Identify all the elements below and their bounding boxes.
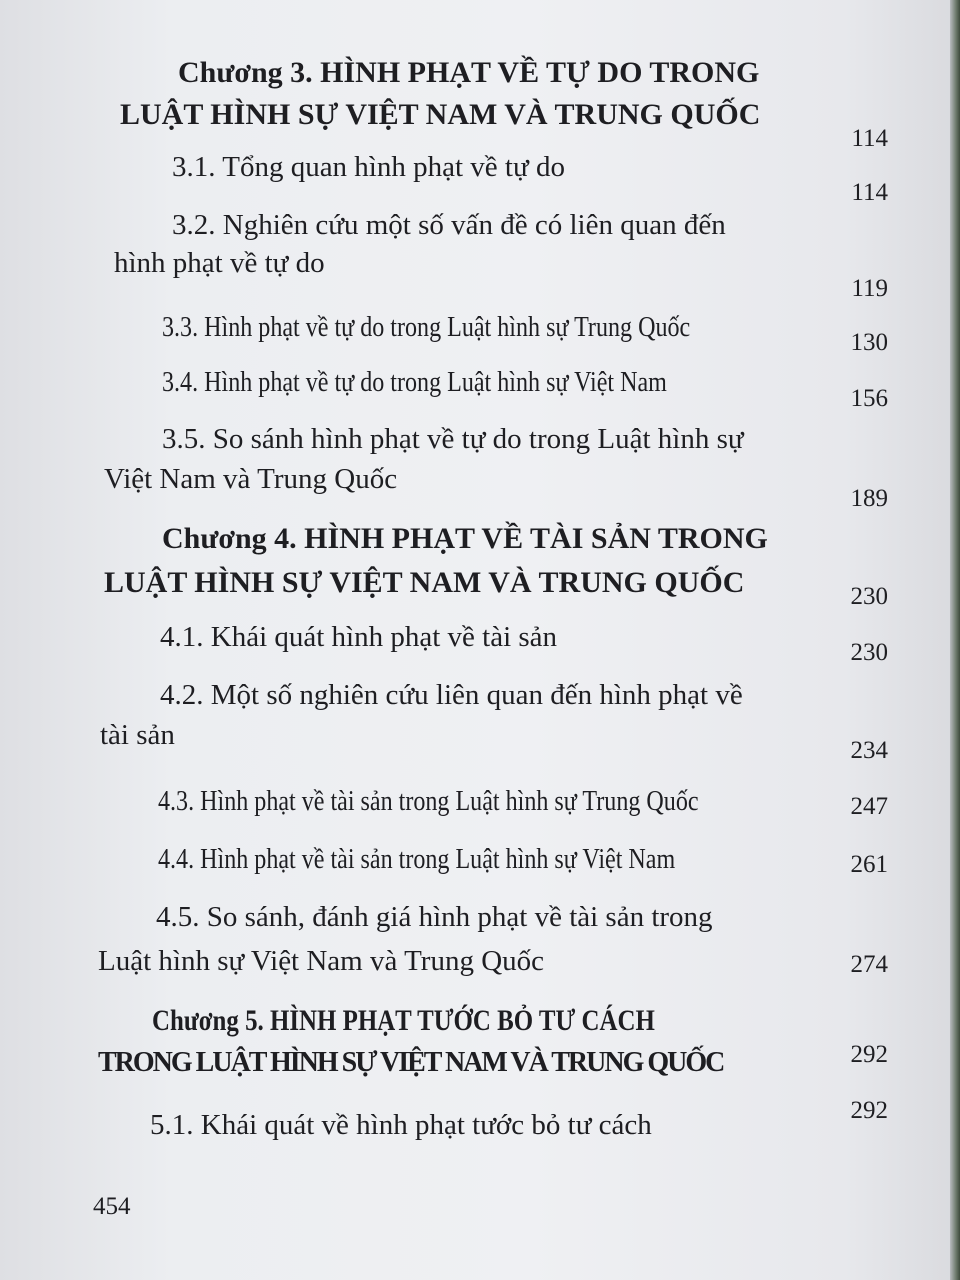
toc-chapter-3-line2: LUẬT HÌNH SỰ VIỆT NAM VÀ TRUNG QUỐC <box>120 98 761 131</box>
toc-page-number: 247 <box>850 793 888 820</box>
page-edge <box>950 0 960 1280</box>
toc-chapter-3-line1: Chương 3. HÌNH PHẠT VỀ TỰ DO TRONG <box>178 56 760 89</box>
toc-entry-4-1: 4.1. Khái quát hình phạt về tài sản <box>160 621 558 653</box>
toc-entry-4-4: 4.4. Hình phạt về tài sản trong Luật hình sự Việt Nam <box>158 843 676 875</box>
toc-page-number: 230 <box>850 639 888 666</box>
toc-entry-3-2-line1: 3.2. Nghiên cứu một số vấn đề có liên quan đến <box>172 209 726 241</box>
toc-entry-4-2-line2: tài sản <box>100 719 175 751</box>
toc-chapter-5-line1: Chương 5. HÌNH PHẠT TƯỚC BỎ TƯ CÁCH <box>152 1004 655 1037</box>
toc-entry-4-3: 4.3. Hình phạt về tài sản trong Luật hình sự Trung Quốc <box>158 785 699 817</box>
toc-page-number: 292 <box>850 1041 888 1068</box>
toc-entry-4-5-line1: 4.5. So sánh, đánh giá hình phạt về tài sản trong <box>156 901 713 933</box>
toc-chapter-5-line2: TRONG LUẬT HÌNH SỰ VIỆT NAM VÀ TRUNG QUỐC <box>98 1047 724 1078</box>
toc-page-number: 119 <box>851 275 888 302</box>
toc-page-number: 261 <box>850 851 888 878</box>
toc-entry-3-1: 3.1. Tổng quan hình phạt về tự do <box>172 151 565 183</box>
toc-entry-3-2-line2: hình phạt về tự do <box>114 247 325 279</box>
toc-page-number: 234 <box>850 737 888 764</box>
toc-entry-3-5-line1: 3.5. So sánh hình phạt về tự do trong Luật hình sự <box>162 423 744 455</box>
toc-entry-3-5-line2: Việt Nam và Trung Quốc <box>104 463 398 495</box>
toc-page-number: 292 <box>850 1097 888 1124</box>
toc-chapter-4-line1: Chương 4. HÌNH PHẠT VỀ TÀI SẢN TRONG <box>162 522 768 555</box>
toc-page-number: 230 <box>850 583 888 610</box>
toc-entry-3-4: 3.4. Hình phạt về tự do trong Luật hình sự Việt Nam <box>162 366 667 398</box>
toc-page-number: 114 <box>851 179 888 206</box>
toc-page-number: 274 <box>850 951 888 978</box>
toc-page-number: 114 <box>851 125 888 152</box>
toc-chapter-4-line2: LUẬT HÌNH SỰ VIỆT NAM VÀ TRUNG QUỐC <box>104 566 745 599</box>
toc-entry-4-5-line2: Luật hình sự Việt Nam và Trung Quốc <box>98 945 545 977</box>
toc-entry-3-3: 3.3. Hình phạt về tự do trong Luật hình sự Trung Quốc <box>162 311 691 343</box>
toc-entry-4-2-line1: 4.2. Một số nghiên cứu liên quan đến hình phạt về <box>160 679 743 711</box>
toc-entry-5-1: 5.1. Khái quát về hình phạt tước bỏ tư cách <box>150 1109 652 1141</box>
toc-page-number: 189 <box>850 485 888 512</box>
page-number: 454 <box>93 1193 131 1220</box>
toc-page-number: 130 <box>850 329 888 356</box>
toc-page-number: 156 <box>850 385 888 412</box>
